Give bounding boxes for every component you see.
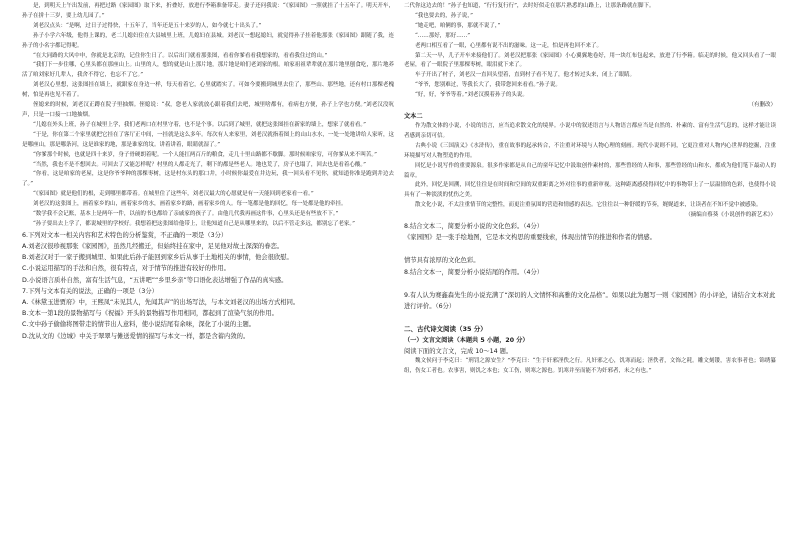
question-7-option-d: D.沈从文的《边城》中关于翠翠与傩送爱情的描写与本文一样，都是含蓄内敛的。 (22, 332, 250, 340)
story-paragraph: “《家园图》就是他们的根，走到哪里都带着。在城里住了这些年，刘老汉最大的心愿就是有一天能回到老家看一看。” (33, 191, 314, 198)
classical-text: 魏文侯问于李克曰：“刑罚之源安生？”李克曰：“生于奸邪淫佚之行。凡奸邪之心，饥寒而起；淫佚者，文饰之耗。雕文刻镂，害农事者也；锦绣纂组，伤女工者也。农事害，则饥之本也；女工伤，则寒之源也。饥寒并至而能不为奸邪者，未之有也。” (404, 358, 776, 375)
question-6: 6.下列对文本一相关内容和艺术特色的分析鉴赏，不正确的一项是（3分） (22, 231, 228, 239)
story-paragraph: “我们下一步住哪，心里头都在那座山上。山里的人，想的就是山上那片地，那片地是咱们老刘家的根。咱家祖祖辈辈就在那片地里刨食吃，那片地养活了咱刘家好几辈人，我舍不得它，也忘不了它。” (22, 62, 394, 79)
question-6-option-a: A.刘老汉很珍视那张《家园图》，虽然几经搬迁，但始终挂在家中，足见他对故土深深的眷恋。 (22, 243, 284, 251)
section-2a-desc: 阅读下面的文言文，完成 10～14 题。 (404, 348, 513, 356)
question-8: 8.结合文本二，简要分析小说的文化色彩。（4分） (404, 223, 544, 231)
essay-paragraph: 散文化小说，不太注重情节的完整性，而更注重氛围的营造和情感的表达。它往往以一种舒缓的节奏，娓娓道来，让读者在不知不觉中被感染。 (415, 202, 762, 209)
story-paragraph: “数学我不会记账，基本上是两年一件，以前的书也都给了亲戚家的孩子了。由他几代我再画这件事，心里头还是有些放不下。” (33, 211, 339, 218)
story-paragraph: 刘老汉心里想，这张图挂在墙上，就跟家在身边一样，每天看着它，心里就踏实了。可如今要搬到城里去住了，那些山、那些地，还有村口那棵老槐树，怕是再也见不着了。 (22, 82, 394, 99)
question-8-alt: 8.结合文本一，简要分析小说结尾的作用。（4分） (404, 268, 544, 276)
section-2a-heading: （一）文言文阅读（本题共 5 小题，20 分） (404, 337, 529, 345)
right-column (404, 2, 776, 377)
story-paragraph: “好，好，爷爷等着。”刘老汉摸着孙子的头说。 (415, 92, 528, 99)
left-column (22, 2, 394, 342)
story-paragraph: “在大同路的大风中申，你就是北京的，记住你生日了。以后出门就看那张图，看看你爹看看我想家的，看看我住过的山。” (33, 52, 328, 59)
story-paragraph: 第二天一早，儿子开车来接他们了。刘老汉把那张《家园图》小心翼翼地卷好，用一块红布包起来，放进了行李箱。临走的时候，他又回头看了一眼老屋，看了一眼院子里那棵枣树，眼泪就下来了。 (404, 52, 776, 69)
story-paragraph: 孙子小学六年级，他得上课的，老二儿媳妇住在大县城里上班，儿媳妇在县城。刘老汉一想起媳妇，就觉得孙子挂着他那张《家园图》跟随了我，连孙子的小名字都记得呢。 (22, 32, 394, 49)
essay-paragraph: 此外，回忆是回溯，回忆往往是在时间和空间的双重距离之外对往事的重新审视。这种距离感使得回忆中的事物带上了一层温情的色彩，也使得小说具有了一种淡淡的忧伤之美。 (404, 182, 776, 199)
story-paragraph: “她走吧，咱俩的事，那就不说了，” (415, 22, 501, 29)
story-paragraph: 车子开出了村子，刘老汉一直回头望着，直到村子看不见了，他才转过头来，闭上了眼睛。 (415, 72, 636, 79)
story-paragraph: “于是，你在第二个家里就把它挂在了客厅正中间，一挂就是这么多年。每次有人来家里，刘老汉就指着图上的山山水水，一处一处地讲给人家听，这是哪座山，那是哪条河，这是谁家的地，那是谁家的坟。讲着讲着，眼睛就湿了。” (22, 131, 394, 148)
question-9: 9.有人认为赛鑫森先生的小说充满了“深切的人文情怀和高雅的文化品格”。如果以此为题写一则《家园图》的小评论，请结合文本对此进行评价。（6分） (404, 291, 776, 311)
story-paragraph: 刘老汉点头：“是啊，过日子过得快，十五年了，当年还是五十来岁的人，如今就七十出头了。” (33, 22, 262, 29)
story-paragraph: “我也要去的，孙子说，” (415, 12, 473, 19)
question-6-option-b: B.刘老汉对于一家子搬到城里、如果此后孙子能回到家乡后从事于土地相关的事情，他会很欣慰。 (22, 254, 293, 262)
question-7-option-a: A.《林黛玉进贾府》中，王熙凤“未见其人，先闻其声”的出场写法，与本文刘老汉的出场方式相同。 (22, 299, 300, 307)
question-8-body: 《家园图》是一张手绘地图，它是本文构思的重要线索，体现出情节的推进和作者的情感。 (404, 234, 656, 242)
story-paragraph: “当然，我也不是不想回去。可回去了又能怎样呢？村里的人都走光了，剩下的都是些老人。地也荒了，房子也塌了，回去也是看着心酸。” (33, 161, 366, 168)
story-paragraph: “孙子要出去上学了，都说城里的学校好。我想着把这张图给他带上，让他知道自己是从哪里来的，以后不管走多远，都别忘了老家。” (33, 220, 355, 227)
story-paragraph: “爷爷，您别难过，等我长大了，我带您回来看看。”孙子说。 (415, 82, 561, 89)
answer-space (404, 278, 776, 290)
story-paragraph: “你爹那个时候，也就是四十来岁，身子骨硬朗着呢。一个人能扛两百斤的粮食，走几十里山路都不歇脚。那时候咱家穷，可你爹从来不叫苦。” (33, 151, 377, 158)
story-paragraph: “你看，这是咱家的老屋，这是你爷爷种的那棵枣树，这是村东头的那口井，小时候你最爱在井边玩，我一回头看不见你，就知道你准是跑到井边去了。” (22, 171, 394, 188)
essay-paragraph: 作为散文体的小说，小说的语言，应当追求散文化的境界。小说中的叙述语言与人物语言都应当是自然的、朴素的、富有生活气息的，这样才能让读者感到亲切可信。 (404, 122, 776, 139)
section-2-heading: 二、古代诗文阅读（35 分） (404, 325, 487, 334)
essay-paragraph: 古典小说《三国演义》《水浒传》，重在故事的起承转合，不注重对环境与人物心理的刻画。现代小说则不同，它更注重对人物内心世界的挖掘，注重环境描写对人物塑造的作用。 (404, 142, 776, 159)
question-6-option-d: D.小说语言质朴自然，富有生活气息，“五讲吧”“乡里乡亲”等口语化表达增强了作品的真实感。 (22, 276, 288, 284)
story-paragraph: 是，到明天上午出发前，再把过路《家园图》取下来，折叠好，放进行李箱准备带走。妻子还问我说：“《家园图》一照就挂了十五年了。明天开车，孙子在拼十三岁，要上幼儿园了。” (22, 3, 394, 19)
question-7-option-b: B.文本一第1段的景物描写与《祝福》开头的景物描写作用相同，都起到了渲染气氛的作用。 (22, 310, 278, 318)
source-note: （有删改） (748, 102, 776, 109)
story-paragraph: “……那好，那好……” (415, 32, 471, 39)
story-paragraph: 二代你这边去的！”孙子也知道，“行行复行行”，去时好似走在那片熟悉的山路上，让那条路就在脚下。 (404, 3, 655, 9)
source-note: （摘编自蔡葵《小说创作的新艺术》） (685, 212, 776, 219)
story-paragraph: “儿媳在外头上班，孙子在城里上学，我们老两口在村里守着，也不是个事。以后到了城里，就把这张图挂在新家的墙上，想家了就看看。” (33, 121, 366, 128)
question-6-option-c: C.小说运用描写的手法和自然，很有特点，对于情节的推进有较好的作用。 (22, 265, 230, 273)
story-paragraph: 刘老汉的这张图上，画着家乡的山，画着家乡的水，画着家乡的路，画着家乡的人。每一笔都是他的回忆，每一处都是他的牵挂。 (33, 201, 347, 208)
question-7-option-c: C.文中孙子偷偷将图带走的情节出人意料，使小说结尾有余味，深化了小说的主题。 (22, 321, 256, 329)
question-7: 7.下列与文本有关的说法，正确的一项是（3分） (22, 287, 158, 295)
story-paragraph: 侄媳来的时候，刘老汉正蹲在院子里抽烟。侄媳说：“叔，您老人家就放心跟着我们去吧，城里啥都有，看病也方便，孙子上学也方便。”刘老汉没吭声，只是一口接一口地抽烟。 (22, 102, 394, 118)
answer-space (404, 243, 776, 255)
question-8-note: 情节具有浓厚的文化色彩。 (404, 257, 480, 265)
answer-space (404, 312, 776, 324)
text2-heading: 文本二 (404, 112, 423, 120)
essay-paragraph: 回忆是小说写作的重要源泉。很多作家都是从自己的童年记忆中汲取创作素材的，那些曾经的人和事，那些曾经的山和水，都成为他们笔下最动人的篇章。 (404, 162, 776, 179)
story-paragraph: 老两口相互看了一眼，心里都有说不出的滋味。这一走，怕是再也回不来了。 (415, 42, 603, 49)
